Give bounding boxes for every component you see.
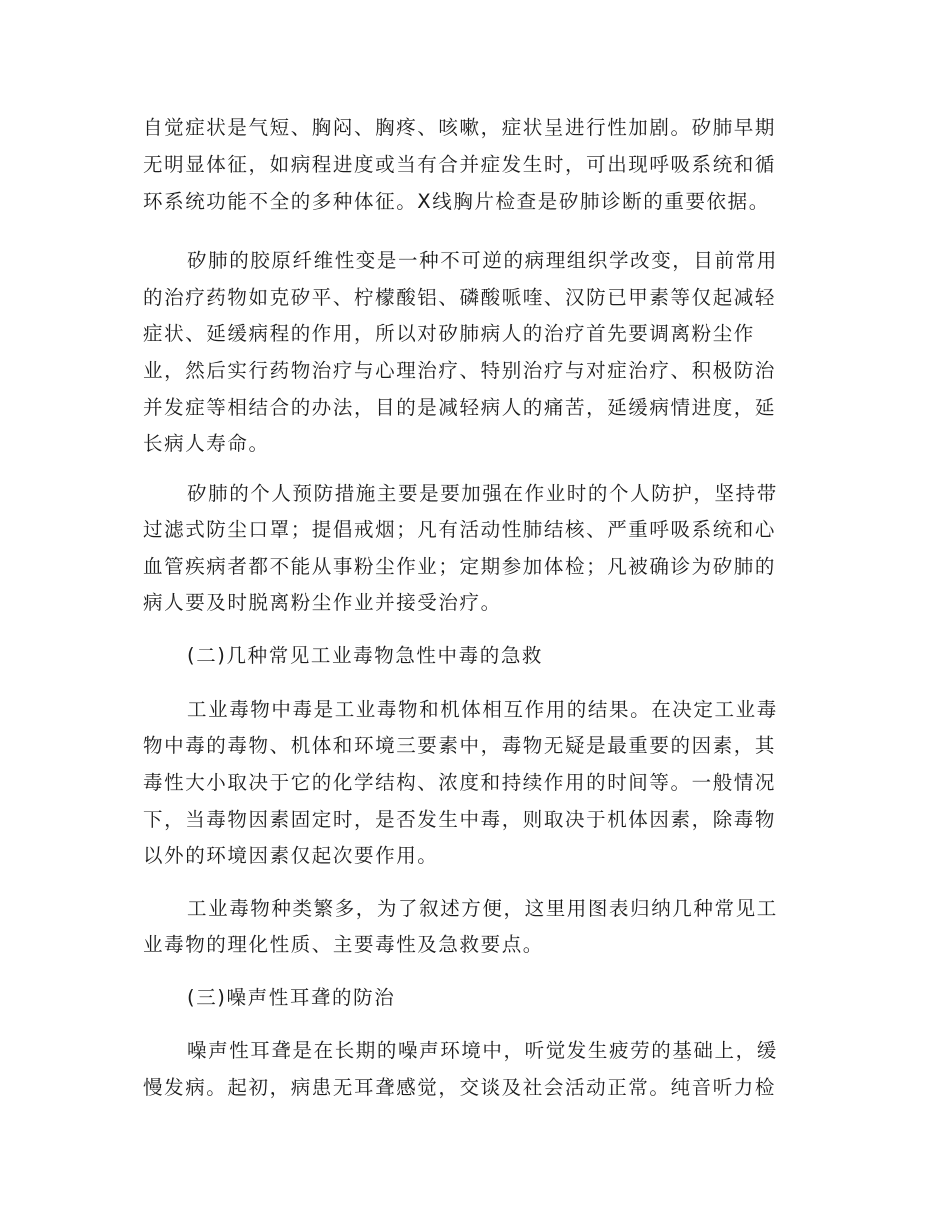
text-line: 下，当毒物因素固定时，是否发生中毒，则取决于机体因素，除毒物 bbox=[143, 808, 777, 831]
text-line: 自觉症状是气短、胸闷、胸疼、咳嗽，症状呈进行性加剧。矽肺早期 bbox=[143, 116, 777, 139]
text-line: 业，然后实行药物治疗与心理治疗、特别治疗与对症治疗、积极防治 bbox=[143, 359, 777, 382]
section-heading: (二)几种常见工业毒物急性中毒的急救 bbox=[187, 644, 544, 667]
text-line: 的治疗药物如克矽平、柠檬酸铝、磷酸哌喹、汉防已甲素等仅起减轻 bbox=[143, 286, 777, 309]
text-line: 长病人寿命。 bbox=[143, 432, 270, 455]
text-line: 物中毒的毒物、机体和环境三要素中，毒物无疑是最重要的因素，其 bbox=[143, 734, 777, 757]
text-line: 无明显体征，如病程进度或当有合并症发生时，可出现呼吸系统和循 bbox=[143, 153, 777, 176]
text-line: 过滤式防尘口罩；提倡戒烟；凡有活动性肺结核、严重呼吸系统和心 bbox=[143, 518, 777, 541]
text-line: 并发症等相结合的办法，目的是减轻病人的痛苦，延缓病情进度，延 bbox=[143, 396, 777, 419]
text-line: 业毒物的理化性质、主要毒性及急救要点。 bbox=[143, 933, 544, 956]
text-line: 以外的环境因素仅起次要作用。 bbox=[143, 844, 439, 867]
text-line: 病人要及时脱离粉尘作业并接受治疗。 bbox=[143, 591, 502, 614]
text-line: 环系统功能不全的多种体征。X线胸片检查是矽肺诊断的重要依据。 bbox=[143, 190, 770, 213]
text-line: 矽肺的胶原纤维性变是一种不可逆的病理组织学改变，目前常用 bbox=[187, 249, 778, 272]
text-line: 工业毒物中毒是工业毒物和机体相互作用的结果。在决定工业毒 bbox=[187, 698, 778, 721]
section-heading: (三)噪声性耳聋的防治 bbox=[187, 986, 396, 1009]
text-line: 症状、延缓病程的作用，所以对矽肺病人的治疗首先要调离粉尘作 bbox=[143, 322, 755, 345]
text-line: 毒性大小取决于它的化学结构、浓度和持续作用的时间等。一般情况 bbox=[143, 771, 777, 794]
text-line: 慢发病。起初，病患无耳聋感觉，交谈及社会活动正常。纯音听力检 bbox=[143, 1076, 777, 1099]
text-line: 噪声性耳聋是在长期的噪声环境中，听觉发生疲劳的基础上，缓 bbox=[187, 1039, 778, 1062]
text-line: 工业毒物种类繁多，为了叙述方便，这里用图表归纳几种常见工 bbox=[187, 897, 778, 920]
text-line: 血管疾病者都不能从事粉尘作业；定期参加体检；凡被确诊为矽肺的 bbox=[143, 555, 777, 578]
text-line: 矽肺的个人预防措施主要是要加强在作业时的个人防护，坚持带 bbox=[187, 482, 778, 505]
